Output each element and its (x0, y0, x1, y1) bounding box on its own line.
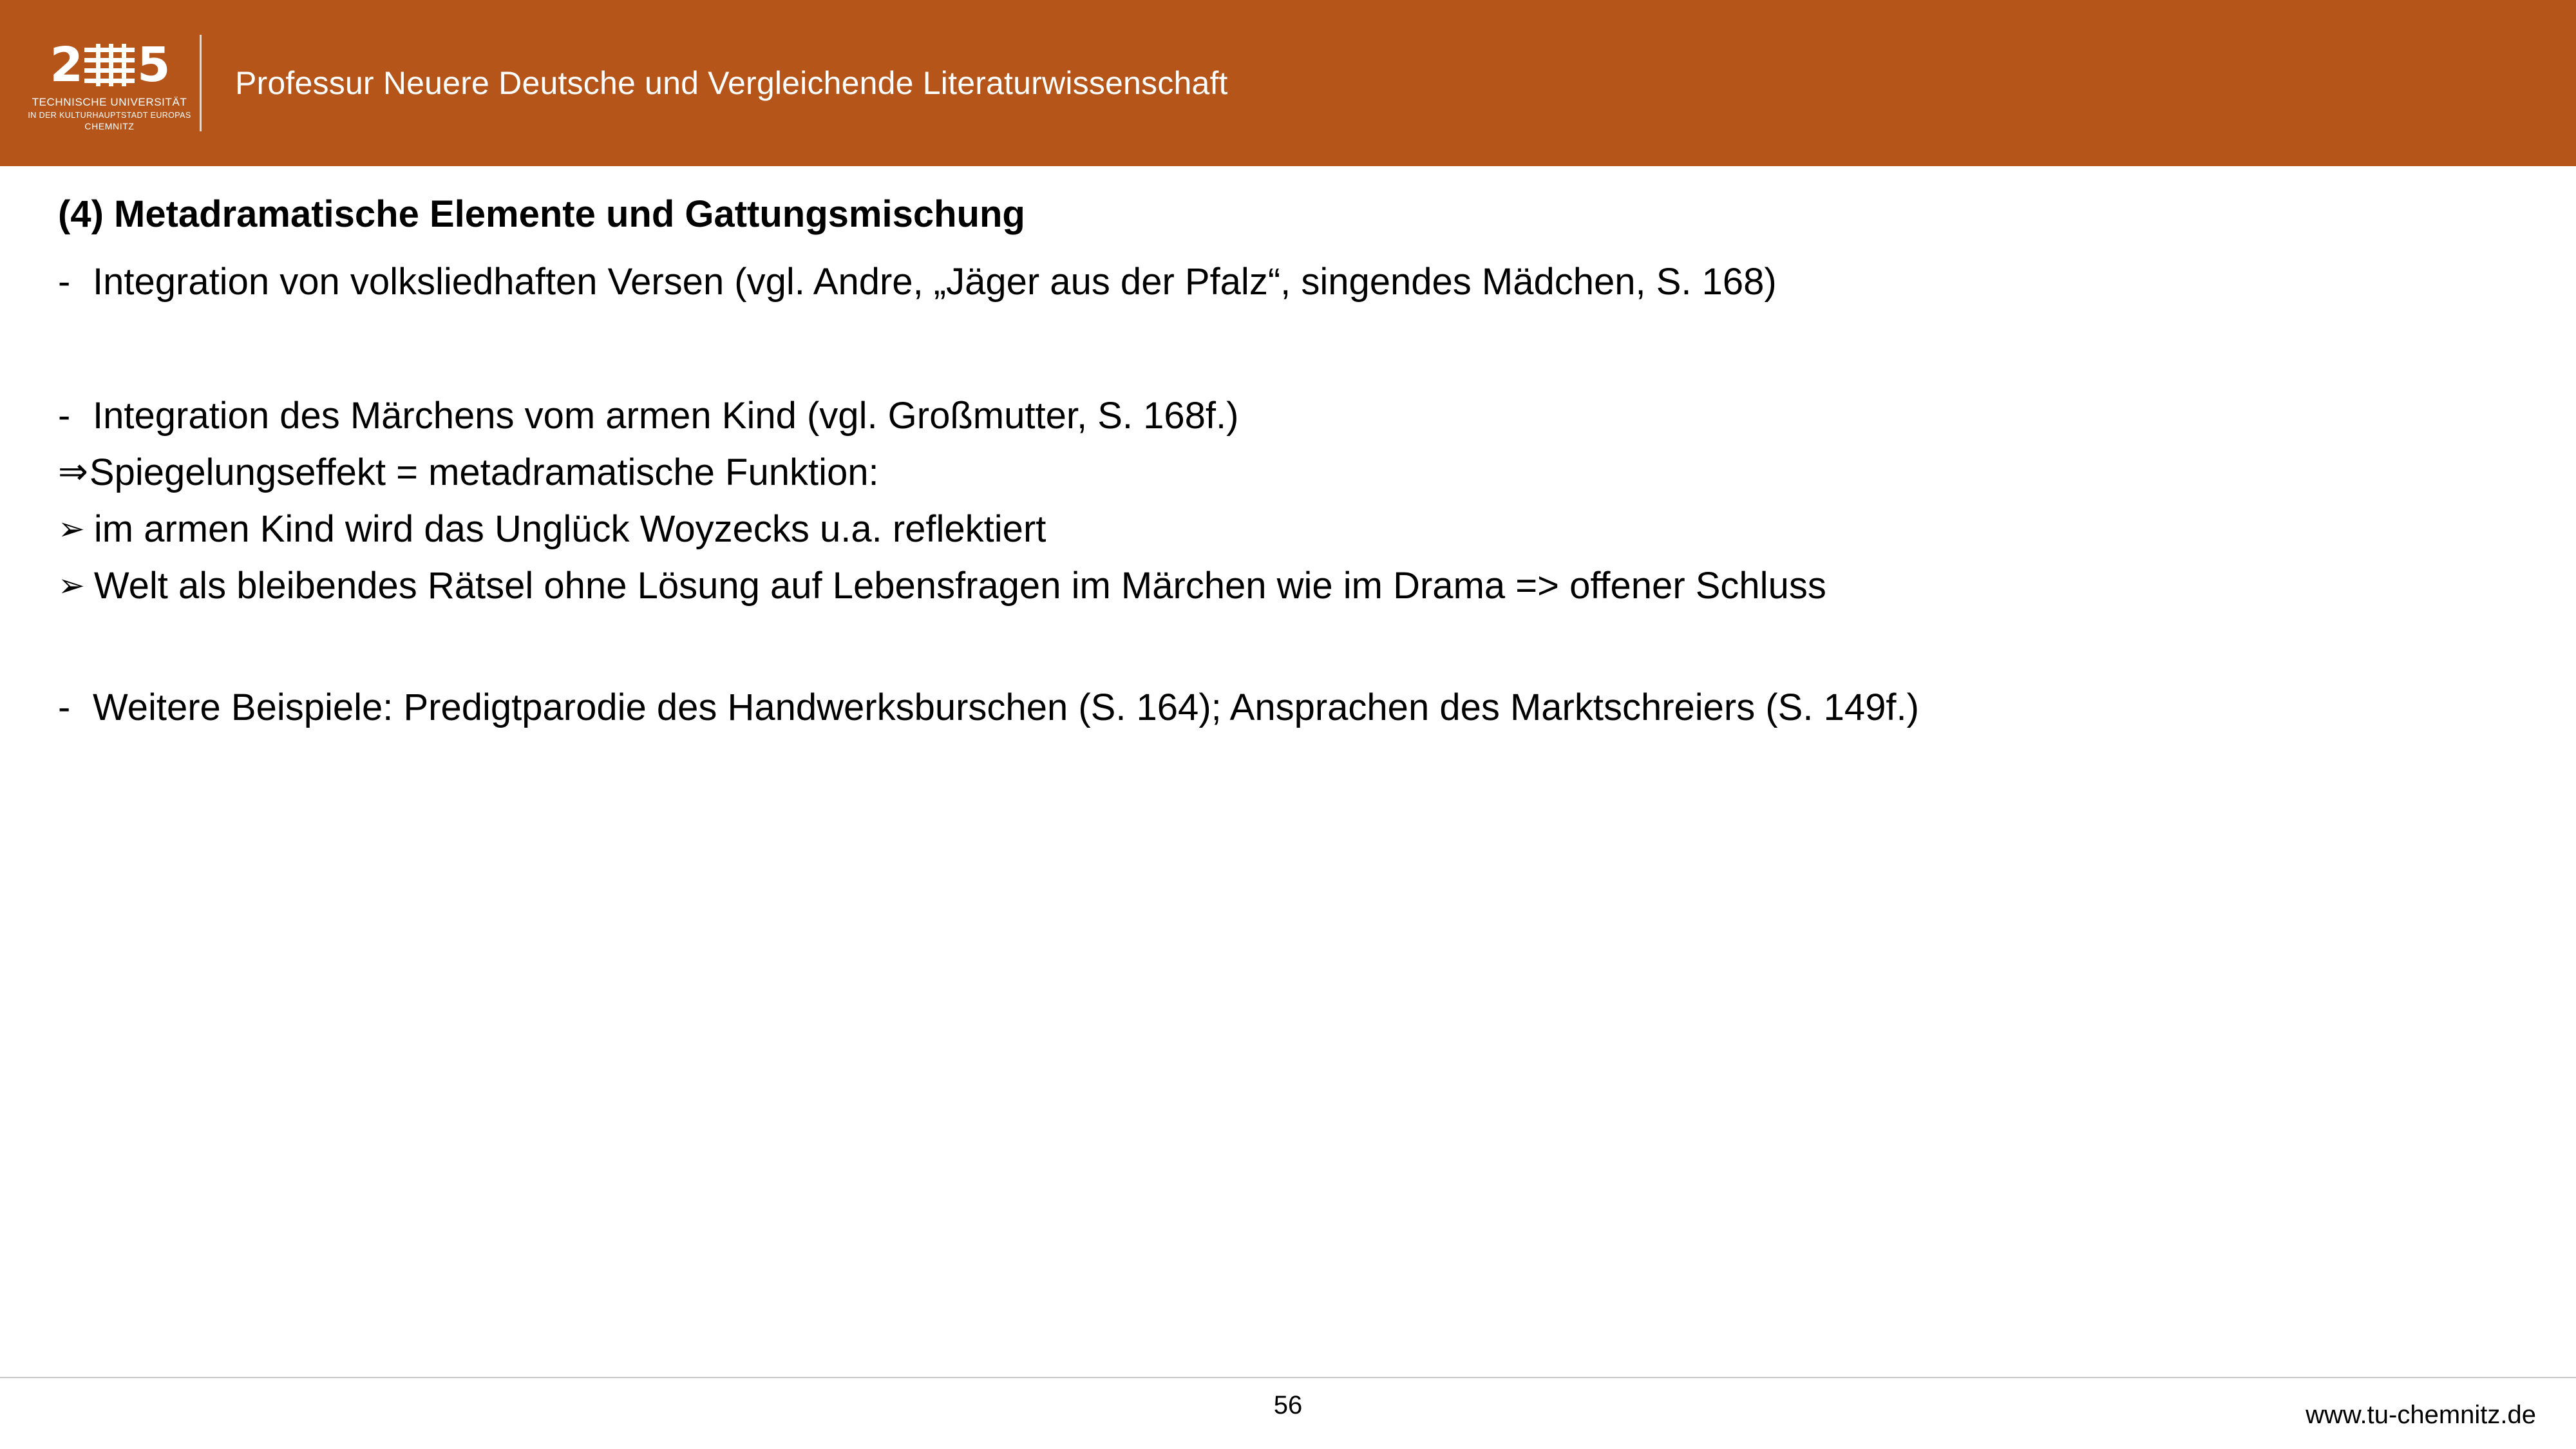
list-item-text: Welt als bleibendes Rätsel ohne Lösung auf Lebensfragen im Märchen wie im Drama => offener Schluss (93, 565, 1826, 607)
logo-grid-icon (84, 44, 135, 86)
logo-line-3: CHEMNITZ (84, 121, 135, 132)
bullet-marker-dash: - (58, 260, 71, 303)
list-item-text: Spiegelungseffekt = metadramatische Funktion: (89, 451, 879, 494)
list-item (58, 260, 2515, 305)
tu-chemnitz-logo (0, 0, 193, 166)
bullet-marker-double-arrow-icon: ⇒ (58, 451, 88, 493)
slide-content (0, 166, 2576, 742)
logo-line-1: TECHNISCHE UNIVERSITÄT (32, 95, 187, 108)
list-item (58, 685, 2515, 730)
footer-divider (0, 1377, 2576, 1378)
list-item-text: Integration von volksliedhaften Versen (vgl. Andre, „Jäger aus der Pfalz“, singendes Mädchen, S. 168) (93, 260, 1777, 303)
list-item (58, 564, 2515, 609)
list-item (58, 507, 2515, 552)
footer-url: www.tu-chemnitz.de (2306, 1401, 2536, 1429)
logo-mark-icon (50, 33, 169, 93)
logo-wordmark (28, 95, 191, 133)
logo-digit-right: 5 (137, 37, 169, 93)
list-item (58, 450, 2515, 495)
bullet-marker-dash: - (58, 394, 71, 437)
bullet-marker-arrow-icon: ➢ (58, 510, 85, 548)
slide-header (0, 0, 2576, 166)
content-spacer (58, 621, 2515, 685)
logo-line-2: IN DER KULTURHAUPTSTADT EUROPAS (28, 110, 191, 120)
bullet-marker-dash: - (58, 686, 71, 728)
page-title: (4) Metadramatische Elemente und Gattungsmischung (58, 193, 1025, 235)
list-item-text: im armen Kind wird das Unglück Woyzecks u.a. reflektiert (93, 508, 1046, 551)
page-number: 56 (1273, 1391, 1303, 1419)
list-item-text: Weitere Beispiele: Predigtparodie des Handwerksburschen (S. 164); Ansprachen des Marktschreiers (S. 149f.) (93, 686, 1919, 728)
header-title: Professur Neuere Deutsche und Vergleichende Literaturwissenschaft (235, 65, 1228, 101)
content-spacer (58, 316, 2515, 393)
logo-digit-left: 2 (50, 37, 82, 93)
bullet-marker-arrow-icon: ➢ (58, 567, 85, 605)
list-item-text: Integration des Märchens vom armen Kind (vgl. Großmutter, S. 168f.) (93, 394, 1239, 437)
list-item (58, 393, 2515, 439)
header-divider (200, 35, 202, 131)
